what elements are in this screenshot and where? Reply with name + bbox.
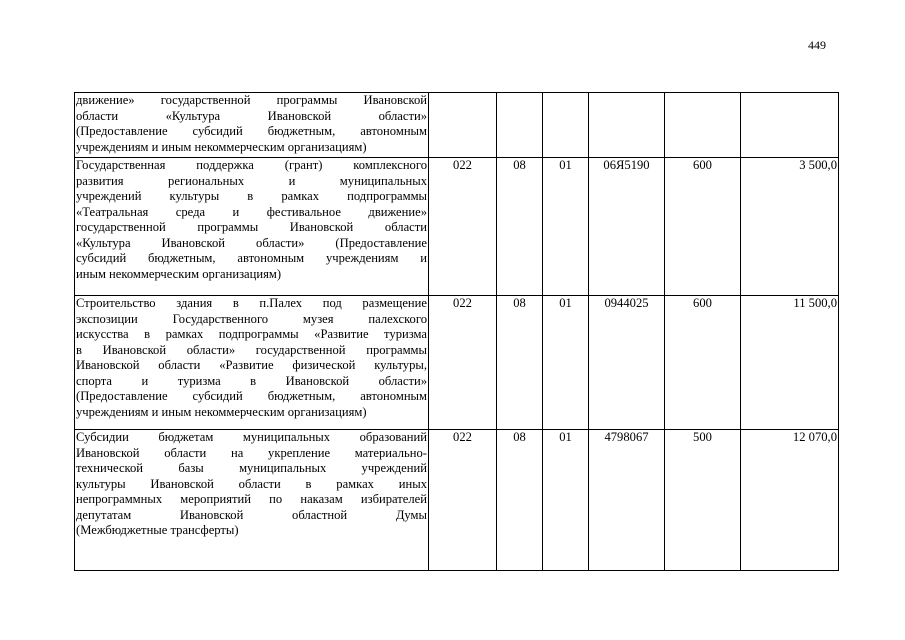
description-line: экспозиции Государственного музея палехского [76, 311, 427, 326]
subsection-code-cell: 01 [543, 296, 589, 430]
target-article-cell: 4798067 [589, 430, 665, 571]
amount-cell [741, 93, 839, 158]
section-code-cell: 08 [497, 296, 543, 430]
expense-type-cell [665, 93, 741, 158]
description-line: в Ивановской области» государственной программы [76, 342, 427, 357]
description-line: учреждений культуры в рамках подпрограммы [76, 189, 427, 203]
table-row [75, 93, 839, 158]
description-line: Субсидии бюджетам муниципальных образований [76, 430, 427, 444]
budget-table-body [75, 93, 839, 571]
description-cell [75, 158, 429, 296]
subsection-code-cell [543, 93, 589, 158]
table-row [75, 158, 839, 296]
description-line: непрограммных мероприятий по наказам избирателей [76, 492, 427, 506]
description-line: Ивановской области на укрепление материально- [76, 445, 427, 460]
description-line: субсидий бюджетным, автономным учреждениям и [76, 251, 427, 265]
description-cell [75, 430, 429, 571]
description-line: искусства в рамках подпрограммы «Развитие туризма [76, 327, 427, 341]
amount-cell: 3 500,0 [741, 158, 839, 296]
description-line: движение» государственной программы Ивановской [76, 93, 427, 107]
description-line: спорта и туризма в Ивановской области» [76, 373, 427, 388]
description-line: области «Культура Ивановской области» [76, 108, 427, 123]
amount-cell: 11 500,0 [741, 296, 839, 430]
subsection-code-cell: 01 [543, 430, 589, 571]
target-article-cell: 06Я5190 [589, 158, 665, 296]
section-code-cell: 08 [497, 430, 543, 571]
target-article-cell [589, 93, 665, 158]
expense-type-cell: 600 [665, 296, 741, 430]
description-cell [75, 93, 429, 158]
expense-type-cell: 600 [665, 158, 741, 296]
amount-cell: 12 070,0 [741, 430, 839, 571]
description-line: депутатам Ивановской областной Думы [76, 507, 427, 522]
ministry-code-cell: 022 [429, 158, 497, 296]
description-line: «Культура Ивановской области» (Предоставление [76, 235, 427, 250]
description-line: развития региональных и муниципальных [76, 173, 427, 188]
section-code-cell: 08 [497, 158, 543, 296]
description-cell [75, 296, 429, 430]
description-line: (Межбюджетные трансферты) [76, 523, 239, 537]
description-line: (Предоставление субсидий бюджетным, автономным [76, 124, 427, 138]
budget-table [74, 92, 839, 571]
description-line: Строительство здания в п.Палех под размещение [76, 296, 427, 310]
description-line: Государственная поддержка (грант) комплексного [76, 158, 427, 172]
description-line: (Предоставление субсидий бюджетным, автономным [76, 389, 427, 403]
description-line: культуры Ивановской области в рамках иных [76, 476, 427, 491]
table-row [75, 430, 839, 571]
subsection-code-cell: 01 [543, 158, 589, 296]
target-article-cell: 0944025 [589, 296, 665, 430]
description-line: иным некоммерческим организациям) [76, 266, 282, 281]
page-number: 449 [808, 38, 826, 52]
ministry-code-cell [429, 93, 497, 158]
description-line: «Театральная среда и фестивальное движение» [76, 204, 427, 219]
expense-type-cell: 500 [665, 430, 741, 571]
table-row [75, 296, 839, 430]
ministry-code-cell: 022 [429, 296, 497, 430]
ministry-code-cell: 022 [429, 430, 497, 571]
description-line: учреждениям и иным некоммерческим организациям) [76, 404, 367, 419]
description-line: учреждениям и иным некоммерческим организациям) [76, 139, 367, 154]
description-line: государственной программы Ивановской области [76, 220, 427, 234]
description-line: Ивановской области «Развитие физической культуры, [76, 358, 427, 372]
description-line: технической базы муниципальных учреждений [76, 461, 427, 475]
section-code-cell [497, 93, 543, 158]
